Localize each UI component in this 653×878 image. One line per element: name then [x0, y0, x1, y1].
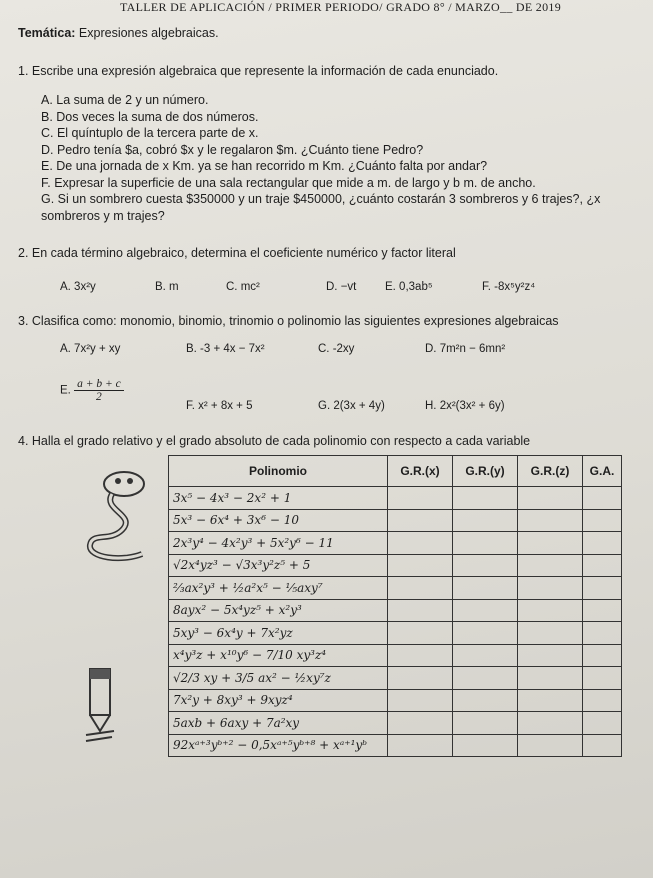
answer-cell[interactable]: [583, 667, 622, 690]
q3-option-f: F. x² + 8x + 5: [186, 400, 253, 412]
table-row: [169, 689, 622, 712]
q2-option-e: E. 0,3ab⁵: [385, 281, 433, 293]
answer-cell[interactable]: [518, 487, 583, 510]
q1-item: A. La suma de 2 y un número.: [41, 93, 209, 107]
answer-cell[interactable]: [388, 622, 453, 645]
answer-cell[interactable]: [388, 644, 453, 667]
table-row: [169, 577, 622, 600]
answer-cell[interactable]: [453, 599, 518, 622]
polynomial-cell: 5xy³ − 6x⁴y + 7x²yz: [169, 622, 388, 645]
answer-cell[interactable]: [518, 667, 583, 690]
polynomial-table: [168, 455, 622, 757]
answer-cell[interactable]: [518, 689, 583, 712]
answer-cell[interactable]: [518, 712, 583, 735]
answer-cell[interactable]: [518, 532, 583, 555]
answer-cell[interactable]: [518, 577, 583, 600]
answer-cell[interactable]: [583, 577, 622, 600]
table-row: [169, 509, 622, 532]
polynomial-cell: x⁴y³z + x¹⁰y⁶ − 7/10 xy³z⁴: [169, 644, 388, 667]
q3-option-e-label: E.: [60, 384, 71, 397]
polynomial-cell: 5axb + 6axy + 7a²xy: [169, 712, 388, 735]
polynomial-cell: 8ayx² − 5x⁴yz⁵ + x²y³: [169, 599, 388, 622]
header-gr-y: G.R.(y): [453, 456, 518, 487]
answer-cell[interactable]: [518, 509, 583, 532]
answer-cell[interactable]: [388, 689, 453, 712]
answer-cell[interactable]: [453, 644, 518, 667]
header-gr-z: G.R.(z): [518, 456, 583, 487]
answer-cell[interactable]: [583, 644, 622, 667]
answer-cell[interactable]: [453, 554, 518, 577]
answer-cell[interactable]: [583, 532, 622, 555]
q2-title: 2. En cada término algebraico, determina el coeficiente numérico y factor literal: [18, 246, 456, 260]
q1-item: C. El quíntuplo de la tercera parte de x.: [41, 126, 259, 140]
q2-option-c: C. mc²: [226, 281, 260, 293]
table-row: [169, 734, 622, 757]
answer-cell[interactable]: [388, 734, 453, 757]
q1-item: E. De una jornada de x Km. ya se han recorrido m Km. ¿Cuánto falta por andar?: [41, 159, 488, 173]
answer-cell[interactable]: [453, 509, 518, 532]
tematica-value: Expresiones algebraicas.: [78, 26, 219, 40]
polynomial-cell: 92xᵃ⁺³yᵇ⁺² − 0,5xᵃ⁺⁵yᵇ⁺⁸ + xᵃ⁺¹yᵇ: [169, 734, 388, 757]
q1-item: sombreros y m trajes?: [41, 208, 165, 223]
answer-cell[interactable]: [518, 734, 583, 757]
q3-option-h: H. 2x²(3x² + 6y): [425, 400, 505, 412]
q3-option-e: [60, 378, 124, 403]
table-row: [169, 667, 622, 690]
q1-title: 1. Escribe una expresión algebraica que represente la información de cada enunciado.: [18, 64, 499, 78]
answer-cell[interactable]: [388, 667, 453, 690]
q3-title: 3. Clasifica como: monomio, binomio, trinomio o polinomio las siguientes expresiones algebraicas: [18, 314, 559, 328]
snake-doodle-icon: [82, 470, 162, 565]
q3-option-b: B. -3 + 4x − 7x²: [186, 343, 265, 355]
worksheet-header: TALLER DE APLICACIÓN / PRIMER PERIODO/ GRADO 8° / MARZO__ DE 2019: [120, 0, 562, 14]
pencil-doodle-icon: [82, 665, 118, 745]
table-row: [169, 712, 622, 735]
table-row: [169, 622, 622, 645]
q3-option-c: C. -2xy: [318, 343, 355, 355]
answer-cell[interactable]: [583, 689, 622, 712]
q1-item: B. Dos veces la suma de dos números.: [41, 109, 259, 124]
table-row: [169, 599, 622, 622]
q2-option-b: B. m: [155, 281, 179, 293]
polynomial-cell: 3x⁵ − 4x³ − 2x² + 1: [169, 487, 388, 510]
answer-cell[interactable]: [583, 554, 622, 577]
answer-cell[interactable]: [453, 577, 518, 600]
q1-item: G. Si un sombrero cuesta $350000 y un traje $450000, ¿cuánto costarán 3 sombreros y 6 trajes?, ¿x: [41, 192, 601, 206]
q1-item: D. Pedro tenía $a, cobró $x y le regalaron $m. ¿Cuánto tiene Pedro?: [41, 142, 424, 157]
answer-cell[interactable]: [518, 554, 583, 577]
q1-items: [41, 92, 600, 224]
table-row: [169, 644, 622, 667]
q1-item: F. Expresar la superficie de una sala rectangular que mide a m. de largo y b m. de ancho.: [41, 175, 536, 190]
polynomial-cell: 7x²y + 8xy³ + 9xyz⁴: [169, 689, 388, 712]
answer-cell[interactable]: [583, 734, 622, 757]
table-row: [169, 532, 622, 555]
tematica-line: [18, 26, 219, 40]
polynomial-cell: 5x³ − 6x⁴ + 3x⁶ − 10: [169, 509, 388, 532]
polynomial-cell: √2/3 xy + 3/5 ax² − ½xy⁷z: [169, 667, 388, 690]
answer-cell[interactable]: [453, 734, 518, 757]
answer-cell[interactable]: [388, 577, 453, 600]
q3-option-a: A. 7x²y + xy: [60, 343, 121, 355]
fraction-denominator: 2: [96, 391, 102, 403]
q2-option-d: D. −vt: [326, 281, 357, 293]
q4-title: 4. Halla el grado relativo y el grado absoluto de cada polinomio con respecto a cada variable: [18, 434, 531, 448]
answer-cell[interactable]: [453, 622, 518, 645]
q2-option-f: F. -8x⁵y²z⁴: [482, 281, 536, 293]
fraction-numerator: a + b + c: [74, 378, 124, 391]
q3-option-g: G. 2(3x + 4y): [318, 400, 385, 412]
q2-option-a: A. 3x²y: [60, 281, 96, 293]
header-ga: G.A.: [583, 456, 622, 487]
polynomial-cell: 2x³y⁴ − 4x²y³ + 5x²y⁶ − 11: [169, 532, 388, 555]
answer-cell[interactable]: [518, 622, 583, 645]
answer-cell[interactable]: [388, 554, 453, 577]
q3-option-d: D. 7m²n − 6mn²: [425, 343, 506, 355]
answer-cell[interactable]: [388, 532, 453, 555]
table-header-row: [169, 456, 622, 487]
table-row: [169, 554, 622, 577]
answer-cell[interactable]: [453, 532, 518, 555]
answer-cell[interactable]: [453, 712, 518, 735]
answer-cell[interactable]: [583, 509, 622, 532]
answer-cell[interactable]: [583, 712, 622, 735]
q3-option-e-fraction: [74, 378, 124, 403]
answer-cell[interactable]: [583, 599, 622, 622]
polynomial-cell: ⅔ax²y³ + ½a²x⁵ − ⅕axy⁷: [169, 577, 388, 600]
answer-cell[interactable]: [453, 487, 518, 510]
answer-cell[interactable]: [518, 599, 583, 622]
answer-cell[interactable]: [518, 644, 583, 667]
answer-cell[interactable]: [388, 712, 453, 735]
tematica-label: Temática:: [18, 26, 76, 40]
header-polinomio: Polinomio: [169, 456, 388, 487]
answer-cell[interactable]: [453, 689, 518, 712]
answer-cell[interactable]: [583, 487, 622, 510]
answer-cell[interactable]: [583, 622, 622, 645]
answer-cell[interactable]: [388, 487, 453, 510]
polynomial-cell: √2x⁴yz³ − √3x³y²z⁵ + 5: [169, 554, 388, 577]
answer-cell[interactable]: [388, 509, 453, 532]
answer-cell[interactable]: [388, 599, 453, 622]
header-gr-x: G.R.(x): [388, 456, 453, 487]
answer-cell[interactable]: [453, 667, 518, 690]
table-row: [169, 487, 622, 510]
